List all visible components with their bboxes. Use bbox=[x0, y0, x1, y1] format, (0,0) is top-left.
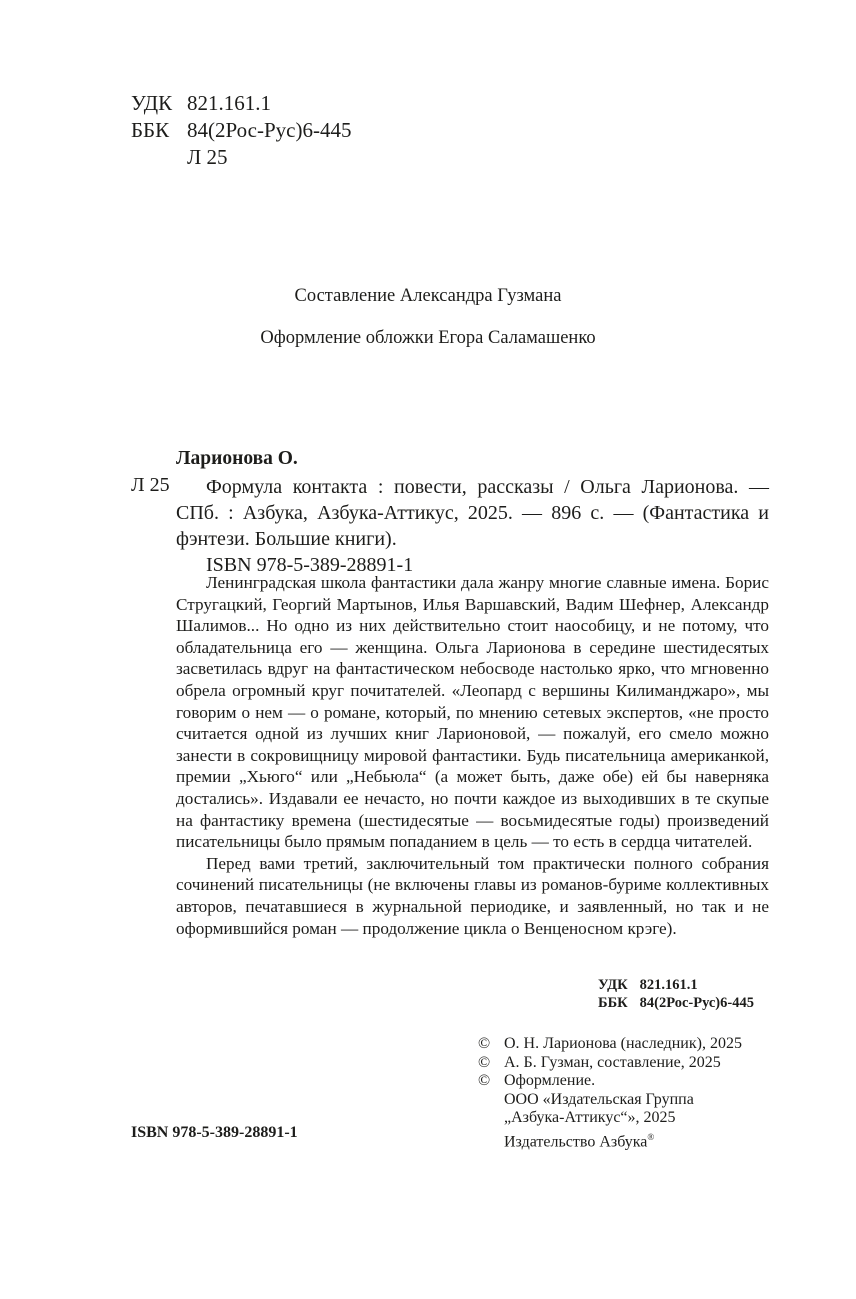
copyright-line bbox=[478, 1072, 742, 1091]
bibliographic-description bbox=[176, 474, 769, 578]
copyright-icon: © bbox=[478, 1053, 491, 1071]
description-text: Формула контакта : повести, рассказы / Ольга Ларионова. — СПб. : Азбука, Азбука-Аттикус, 2025. — 896 с. — (Фантастика и фэнтези. Большие книги). bbox=[176, 476, 769, 550]
annotation-paragraph: Перед вами третий, заключительный том практически полного собрания сочинений писательницы (не включены главы из романов-буриме коллективных авторов, печатавшиеся в журнальной периодике, и заявленный, но так и не оформившийся роман — продолжение цикла о Венценосном крэге). bbox=[176, 853, 769, 938]
author-heading: Ларионова О. bbox=[176, 448, 298, 469]
isbn-bottom: ISBN 978-5-389-28891-1 bbox=[131, 1124, 298, 1141]
shelf-mark: Л 25 bbox=[131, 474, 170, 496]
cover-design-credit: Оформление обложки Егора Саламашенко bbox=[260, 328, 596, 348]
registered-icon: ® bbox=[647, 1131, 655, 1142]
author-mark: Л 25 bbox=[187, 145, 228, 169]
publisher-line: ООО «Издательская Группа bbox=[504, 1090, 694, 1108]
compiler-credit: Составление Александра Гузмана bbox=[294, 286, 562, 306]
udk-label-bottom: УДК bbox=[598, 977, 628, 993]
copyright-icon: © bbox=[478, 1035, 491, 1052]
publisher-name: Издательство Азбука bbox=[504, 1133, 648, 1151]
copyright-text: А. Б. Гузман, составление, 2025 bbox=[504, 1053, 721, 1071]
copyright-line bbox=[478, 1054, 742, 1073]
copyright-icon: © bbox=[478, 1072, 491, 1090]
classification-block bbox=[131, 90, 351, 171]
udk-value: 821.161.1 bbox=[187, 91, 271, 115]
publisher-line: „Азбука-Аттикус“», 2025 bbox=[504, 1109, 676, 1127]
bbk-value-bottom: 84(2Рос-Рус)6-445 bbox=[639, 995, 754, 1011]
bbk-row bbox=[131, 117, 351, 144]
udk-row-bottom bbox=[598, 976, 754, 994]
udk-row bbox=[131, 90, 351, 117]
copyright-text: О. Н. Ларионова (наследник), 2025 bbox=[504, 1035, 742, 1052]
udk-label: УДК bbox=[131, 91, 173, 115]
copyright-text: Оформление. bbox=[504, 1072, 596, 1090]
isbn-record: ISBN 978-5-389-28891-1 bbox=[206, 554, 414, 576]
bbk-value: 84(2Рос-Рус)6-445 bbox=[187, 118, 352, 142]
copyright-block bbox=[478, 1035, 742, 1152]
publisher-line bbox=[478, 1128, 742, 1152]
bbk-row-bottom bbox=[598, 994, 754, 1012]
udk-value-bottom: 821.161.1 bbox=[639, 977, 698, 993]
copyright-line bbox=[478, 1035, 742, 1054]
bbk-label-bottom: ББК bbox=[598, 995, 628, 1011]
classification-bottom bbox=[598, 976, 754, 1012]
bbk-label: ББК bbox=[131, 118, 170, 142]
annotation-paragraph: Ленинградская школа фантастики дала жанру многие славные имена. Борис Стругацкий, Георгий Мартынов, Илья Варшавский, Вадим Шефнер, Александр Шалимов... Но одно из них действительно стоит наособицу, и не потому, что обладательница его — женщина. Ольга Ларионова в середине шестидесятых засветилась вдруг на фантастическом небосводе настолько ярко, что мгновенно обрела огромный круг почитателей. «Леопард с вершины Килиманджаро», мы говорим о нем — о романе, который, по мнению сетевых экспертов, «не просто считается одной из лучших книг Ларионовой, — пожалуй, его смело можно занести в сокровищницу мировой фантастики. Будь писательница американкой, премии „Хьюго“ или „Небьюла“ (а может быть, даже обе) ей бы наверняка достались». Издавали ее нечасто, но почти каждое из выходивших в те скупые на фантастику времена (шестидесятые — восьмидесятые годы) произведений писательницы было прямым попаданием в цель — то есть в сердца читателей. bbox=[176, 573, 769, 852]
annotation bbox=[176, 572, 769, 939]
